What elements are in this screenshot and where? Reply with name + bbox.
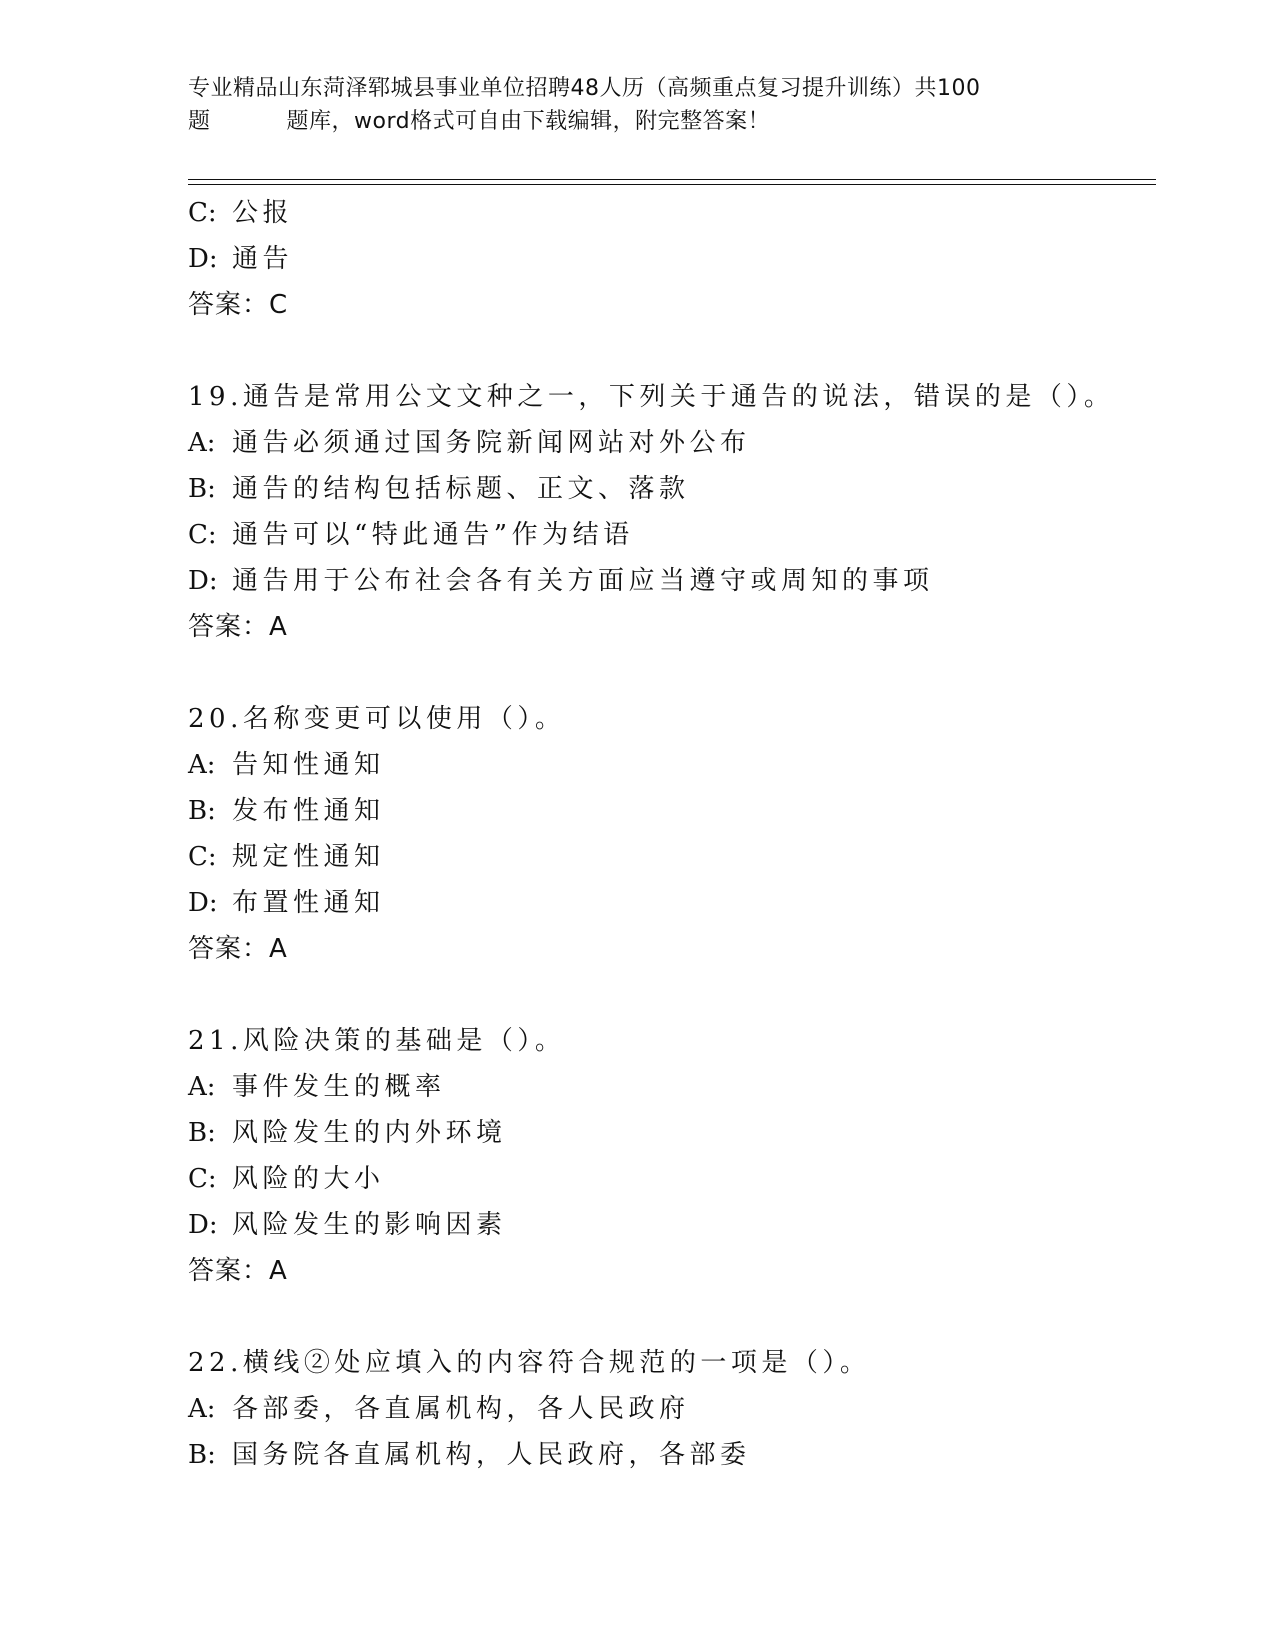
option-label: C: [188,1164,217,1194]
option-item [188,236,1148,282]
answer-line: 答案：C [188,290,289,320]
option-text: 风险发生的内外环境 [232,1118,507,1148]
question-list [188,190,1148,1478]
option-item [188,420,1148,466]
option-label: A: [188,750,216,780]
option-text: 布置性通知 [232,888,385,918]
option-item [188,1064,1148,1110]
option-label: A: [188,1394,216,1424]
header-line-2-right: 题库，word格式可自由下载编辑，附完整答案！ [286,109,771,134]
option-label: D: [188,244,218,274]
option-item [188,834,1148,880]
option-text: 公报 [232,198,294,228]
option-item [188,1202,1148,1248]
option-text: 通告 [232,244,294,274]
option-item [188,1432,1148,1478]
document-header [188,72,1068,138]
option-item [188,466,1148,512]
answer-line: 答案：A [188,1256,288,1286]
option-item [188,190,1148,236]
option-text: 发布性通知 [232,796,385,826]
option-item [188,788,1148,834]
option-label: B: [188,1118,216,1148]
option-item [188,1386,1148,1432]
option-text: 告知性通知 [232,750,385,780]
question-stem: 19.通告是常用公文文种之一，下列关于通告的说法，错误的是（）。 [188,382,1115,412]
option-item [188,742,1148,788]
option-text: 通告的结构包括标题、正文、落款 [232,474,690,504]
option-text: 风险发生的影响因素 [232,1210,507,1240]
header-line-2-left: 题 [188,109,211,134]
option-text: 通告可以“特此通告”作为结语 [232,520,634,550]
option-text: 国务院各直属机构，人民政府，各部委 [232,1440,751,1470]
option-label: C: [188,198,217,228]
option-item [188,1110,1148,1156]
question-stem: 20.名称变更可以使用（）。 [188,704,566,734]
option-label: B: [188,474,216,504]
option-label: D: [188,888,218,918]
option-item [188,558,1148,604]
option-label: C: [188,520,217,550]
option-text: 各部委，各直属机构，各人民政府 [232,1394,690,1424]
header-title-line-2 [188,105,1068,138]
option-text: 通告必须通过国务院新闻网站对外公布 [232,428,751,458]
option-label: B: [188,1440,216,1470]
answer-line: 答案：A [188,612,288,642]
option-label: B: [188,796,216,826]
option-label: D: [188,1210,218,1240]
option-item [188,512,1148,558]
option-text: 事件发生的概率 [232,1072,446,1102]
option-text: 通告用于公布社会各有关方面应当遵守或周知的事项 [232,566,934,596]
option-label: A: [188,428,216,458]
option-label: A: [188,1072,216,1102]
question-stem: 22.横线②处应填入的内容符合规范的一项是（）。 [188,1348,871,1378]
option-text: 规定性通知 [232,842,385,872]
option-label: D: [188,566,218,596]
header-divider-top [188,179,1156,180]
option-label: C: [188,842,217,872]
answer-line: 答案：A [188,934,288,964]
option-item [188,880,1148,926]
header-divider-bottom [188,184,1156,185]
option-text: 风险的大小 [232,1164,385,1194]
header-title-line-1: 专业精品山东菏泽郓城县事业单位招聘48人历（高频重点复习提升训练）共100 [188,76,981,101]
option-item [188,1156,1148,1202]
question-stem: 21.风险决策的基础是（）。 [188,1026,566,1056]
